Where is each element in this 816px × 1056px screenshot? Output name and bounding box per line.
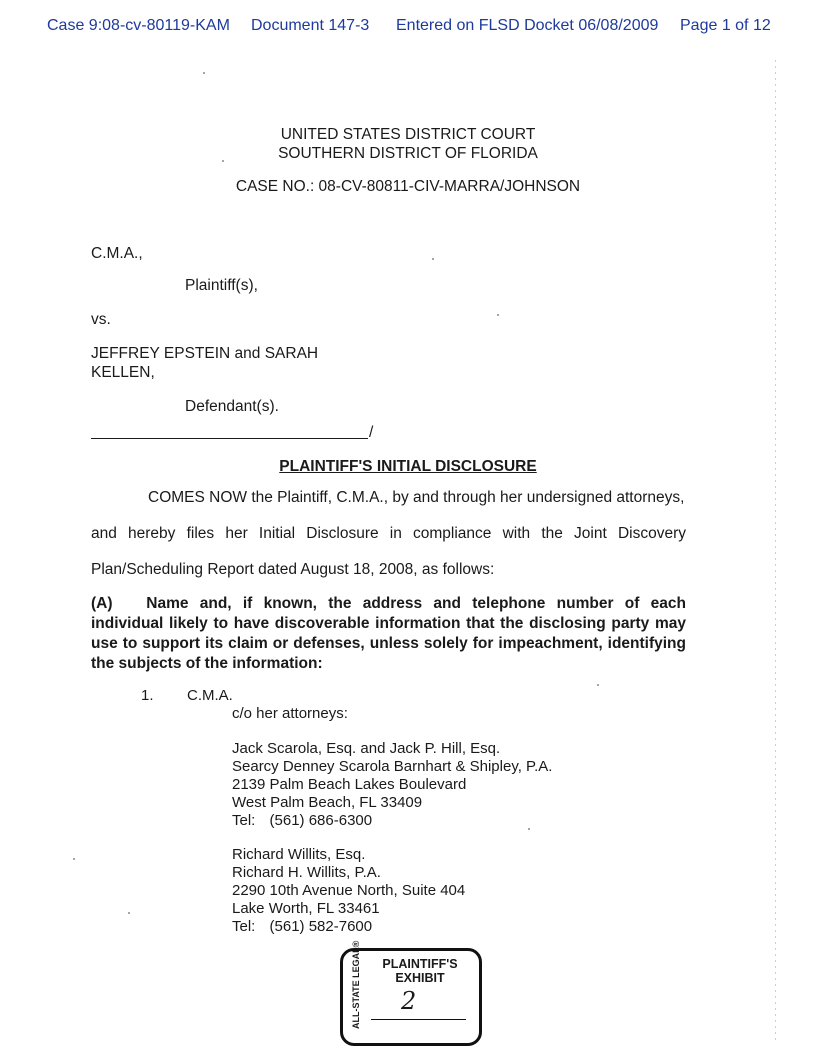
section-a-line1: (A) Name and, if known, the address and telephone number of each [91, 595, 686, 612]
scan-speck [128, 912, 130, 914]
header-entered: Entered on FLSD Docket 06/08/2009 [396, 17, 659, 34]
body-line-1: COMES NOW the Plaintiff, C.M.A., by and through her undersigned attorneys, [148, 489, 685, 506]
stamp-line1: PLAINTIFF'S [382, 957, 458, 971]
firm2-attorney: Richard Willits, Esq. [232, 846, 366, 863]
caption-rule [91, 438, 368, 439]
scan-speck [432, 258, 434, 260]
item-number: 1. [141, 687, 154, 704]
body-line-3: Plan/Scheduling Report dated August 18, 2008, as follows: [91, 561, 495, 578]
firm1-tel: (561) 686-6300 [269, 812, 373, 829]
scan-speck [73, 858, 75, 860]
scan-speck [597, 684, 599, 686]
court-district: SOUTHERN DISTRICT OF FLORIDA [278, 145, 538, 162]
section-a-line4: the subjects of the information: [91, 655, 323, 672]
body-line-2: and hereby files her Initial Disclosure in compliance with the Joint Discovery [91, 525, 686, 542]
section-a-line2: individual likely to have discoverable information that the disclosing party may [91, 615, 686, 632]
firm2-phone [232, 918, 465, 936]
case-number: CASE NO.: 08-CV-80811-CIV-MARRA/JOHNSON [235, 178, 581, 195]
firm2-tel-label: Tel: [232, 918, 256, 935]
section-a-line3: use to support its claim or defenses, unless solely for impeachment, identifying [91, 635, 686, 652]
caption-slash: / [369, 424, 374, 441]
firm2-block [232, 846, 465, 936]
header-page: Page 1 of 12 [680, 17, 771, 34]
item-name: C.M.A. [187, 687, 233, 704]
stamp-line2: EXHIBIT [395, 971, 445, 985]
defendants-line1: JEFFREY EPSTEIN and SARAH [91, 345, 319, 362]
defendant-role: Defendant(s). [185, 398, 279, 415]
firm2-street: 2290 10th Avenue North, Suite 404 [232, 882, 466, 899]
plaintiff-role: Plaintiff(s), [185, 277, 258, 294]
firm1-name: Searcy Denney Scarola Barnhart & Shipley, P.A. [232, 758, 553, 775]
document-title: PLAINTIFF'S INITIAL DISCLOSURE [279, 458, 537, 475]
plaintiff-name: C.M.A., [91, 245, 143, 262]
stamp-brand [347, 940, 361, 1031]
scan-speck [497, 314, 499, 316]
scan-speck [203, 72, 205, 74]
header-document: Document 147-3 [251, 17, 370, 34]
header-case: Case 9:08-cv-80119-KAM [47, 17, 230, 34]
exhibit-stamp [340, 940, 482, 1046]
firm1-city: West Palm Beach, FL 33409 [232, 794, 423, 811]
firm2-tel: (561) 582-7600 [269, 918, 373, 935]
scan-speck [222, 160, 224, 162]
stamp-brand-text: ALL-STATE LEGAL® [351, 940, 361, 1029]
firm1-phone [232, 812, 552, 830]
versus: vs. [91, 311, 111, 328]
firm1-block [232, 740, 552, 830]
court-name: UNITED STATES DISTRICT COURT [280, 126, 536, 143]
firm1-tel-label: Tel: [232, 812, 256, 829]
scan-edge-line [775, 60, 776, 1040]
stamp-underline [371, 1019, 466, 1020]
firm1-attorneys: Jack Scarola, Esq. and Jack P. Hill, Esq. [232, 740, 501, 757]
defendants-line2: KELLEN, [91, 364, 155, 381]
firm2-city: Lake Worth, FL 33461 [232, 900, 380, 917]
scan-speck [528, 828, 530, 830]
firm2-name: Richard H. Willits, P.A. [232, 864, 381, 881]
firm1-street: 2139 Palm Beach Lakes Boulevard [232, 776, 467, 793]
care-of: c/o her attorneys: [232, 705, 348, 722]
exhibit-number: 2 [401, 987, 417, 1015]
